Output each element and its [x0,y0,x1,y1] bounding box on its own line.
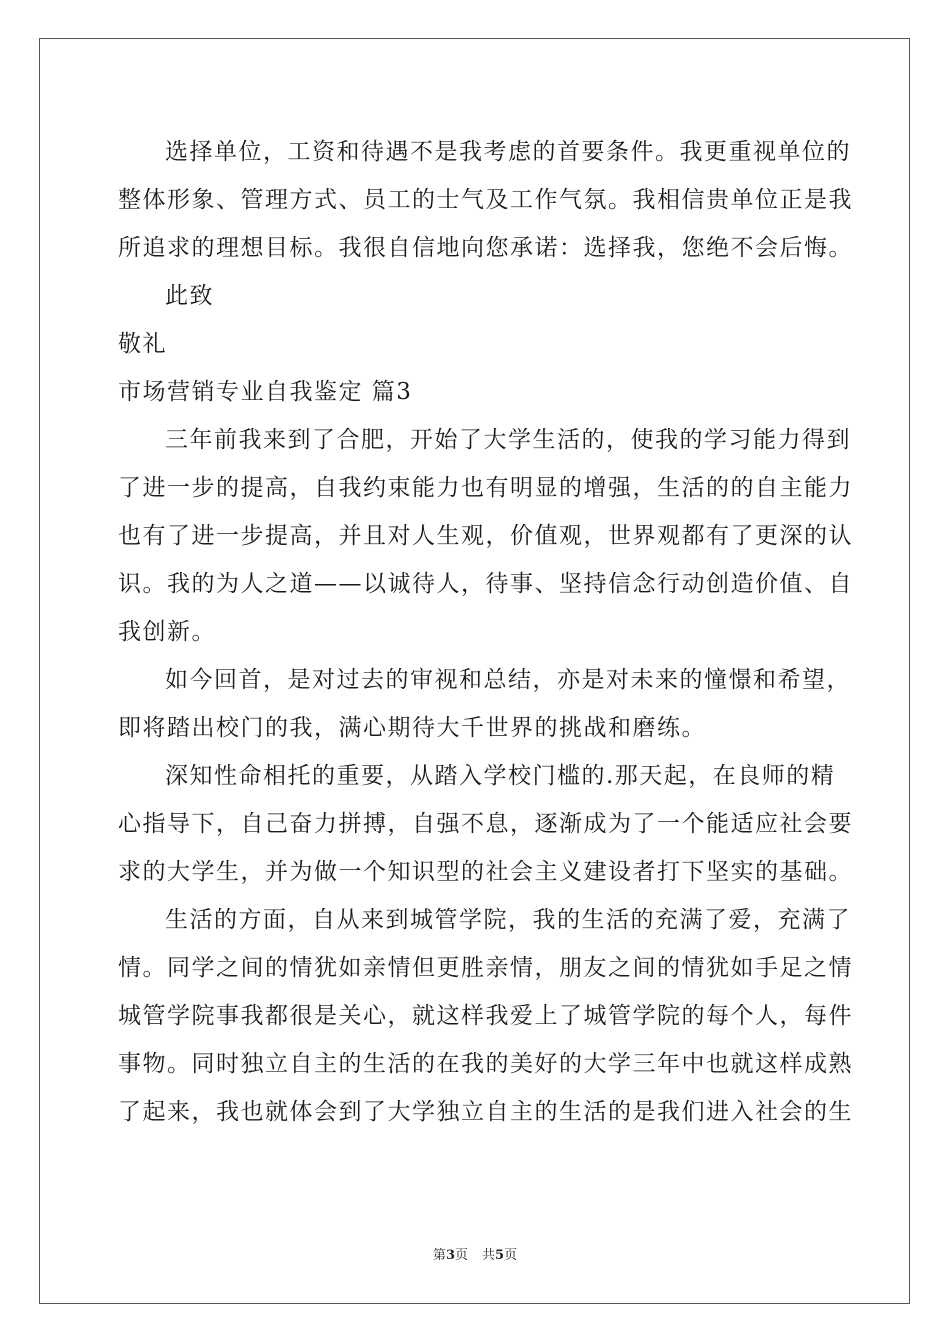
text-line: 情。同学之间的情犹如亲情但更胜亲情，朋友之间的情犹如手足之情 [118,955,853,981]
text-line: 事物。同时独立自主的生活的在我的美好的大学三年中也就这样成熟 [118,1051,853,1077]
text-line: 如今回首，是对过去的审视和总结，亦是对未来的憧憬和希望， [165,667,851,693]
text-line: 所追求的理想目标。我很自信地向您承诺：选择我，您绝不会后悔。 [118,235,853,261]
text-line: 求的大学生，并为做一个知识型的社会主义建设者打下坚实的基础。 [118,859,853,885]
text-line: 识。我的为人之道——以诚待人，待事、坚持信念行动创造价值、自 [118,571,853,597]
page-footer [0,1247,950,1265]
total-suffix: 页 [504,1248,518,1263]
text-line: 了起来，我也就体会到了大学独立自主的生活的是我们进入社会的生 [118,1099,853,1125]
closing-regards: 敬礼 [118,331,167,357]
text-line: 了进一步的提高，自我约束能力也有明显的增强，生活的的自主能力 [118,475,853,501]
total-prefix: 共 [482,1248,496,1263]
document-body [118,128,853,1136]
text-line: 生活的方面，自从来到城管学院，我的生活的充满了爱，充满了 [165,907,851,933]
text-line: 心指导下，自己奋力拼搏，自强不息，逐渐成为了一个能适应社会要 [118,811,853,837]
text-line: 也有了进一步提高，并且对人生观，价值观，世界观都有了更深的认 [118,523,853,549]
text-line: 深知性命相托的重要，从踏入学校门槛的.那天起，在良师的精 [165,763,836,789]
closing-salutation: 此致 [165,283,214,309]
text-line: 城管学院事我都很是关心，就这样我爱上了城管学院的每个人，每件 [118,1003,853,1029]
total-pages: 5 [495,1248,505,1263]
page-prefix: 第 [432,1248,446,1263]
page-suffix: 页 [454,1248,468,1263]
text-line: 整体形象、管理方式、员工的士气及工作气氛。我相信贵单位正是我 [118,187,853,213]
text-line: 我创新。 [118,619,216,645]
text-line: 即将踏出校门的我，满心期待大千世界的挑战和磨练。 [118,715,706,741]
page-number: 3 [445,1248,455,1263]
section-heading: 市场营销专业自我鉴定 篇3 [118,379,413,405]
text-line: 选择单位，工资和待遇不是我考虑的首要条件。我更重视单位的 [165,139,851,165]
text-line: 三年前我来到了合肥，开始了大学生活的，使我的学习能力得到 [165,427,851,453]
